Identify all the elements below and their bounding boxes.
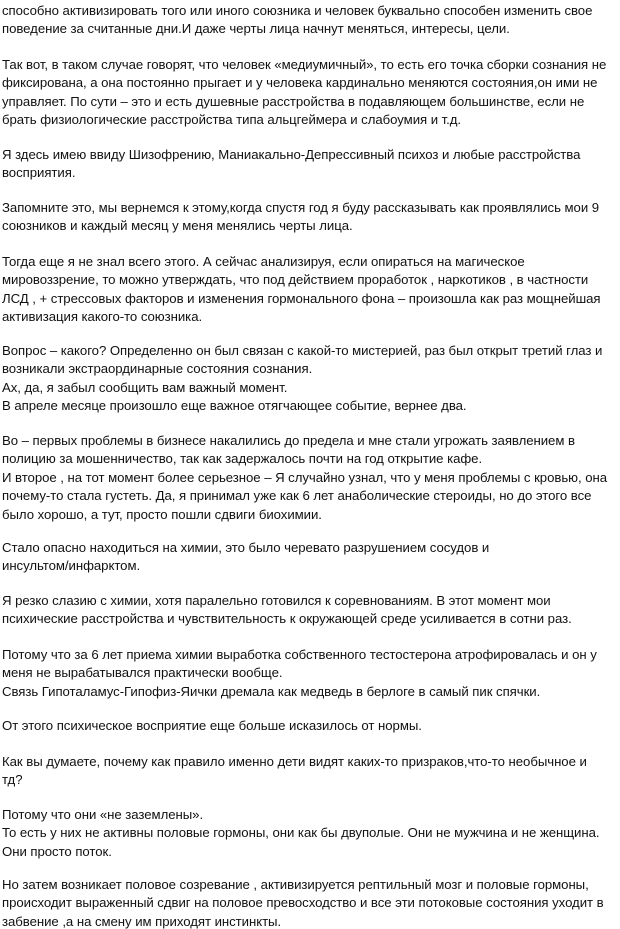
text-line: ЛСД , + стрессовых факторов и изменения гормонального фона – произошла как раз мощнейшая [2, 290, 601, 306]
paragraph [2, 539, 618, 576]
text-line: Но затем возникает половое созревание , активизируется рептильный мозг и половые гормоны, [2, 877, 589, 892]
paragraph [2, 56, 618, 130]
text-line: союзников и каждый месяц у меня менялись черты лица. [2, 218, 353, 234]
text-line: Во – первых проблемы в бизнесе накалились до предела и мне стали угрожать заявлением в [2, 433, 575, 448]
text-line: восприятия. [2, 165, 76, 181]
text-line: То есть у них не активны половые гормоны, они как бы двуполые. Они не мужчина и не женщина. [2, 825, 600, 841]
paragraph [2, 646, 618, 701]
text-line: Запомните это, мы вернемся к этому,когда спустя год я буду рассказывать как проявлялись мои 9 [2, 200, 600, 215]
text-line: было хорошо, а тут, просто пошли сдвиги биохимии. [2, 506, 322, 522]
text-line: активизация какого-то союзника. [2, 309, 203, 325]
text-line: Потому что они «не заземлены». [2, 807, 204, 822]
paragraph [2, 806, 618, 861]
text-line: забвение ,а на смену им приходят инстинкты. [2, 913, 282, 929]
paragraph [2, 876, 618, 929]
text-line: Так вот, в таком случае говорят, что человек «медиумичный», то есть его точка сборки сознания не [2, 57, 607, 72]
paragraph [2, 146, 618, 183]
text-line: Связь Гипоталамус-Гипофиз-Яички дремала как медведь в берлоге в самый пик спячки. [2, 683, 541, 699]
text-line: происходит выраженный сдвиг на половое превосходство и все эти потоковые состояния уходит в [2, 895, 604, 911]
text-line: способно активизировать того или иного союзника и человек буквально способен изменить свое [2, 3, 593, 18]
text-line: полицию за мошенничество, так как задержалось почти на год открытие кафе. [2, 451, 483, 467]
text-line: фиксирована, а она постоянно прыгает и у человека кардинально меняются состояния,он ими не [2, 75, 598, 91]
paragraph [2, 592, 618, 629]
text-line: психические расстройства и чувствительность к окружающей среде усиливается в сотни раз. [2, 611, 572, 627]
text-line: Потому что за 6 лет приема химии выработка собственного тестостерона атрофировалась и он у [2, 647, 597, 662]
text-line: В апреле месяце произошло еще важное отягчающее событие, вернее два. [2, 398, 467, 414]
text-line: Как вы думаете, почему как правило именно дети видят каких-то призраков,что-то необычное и [2, 754, 587, 769]
text-line: брать физиологические расстройства типа альцгеймера и слабоумия и т.д. [2, 112, 462, 128]
text-line: Ах, да, я забыл сообщить вам важный момент. [2, 379, 288, 395]
paragraph [2, 253, 618, 327]
text-line: инсультом/инфарктом. [2, 558, 141, 574]
text-line: меня не вырабатывался практически вообще. [2, 665, 283, 681]
text-line: Я здесь имею ввиду Шизофрению, Маниакально-Депрессивный психоз и любые расстройства [2, 147, 581, 162]
text-line: Я резко слазию с химии, хотя паралельно готовился к соревнованиям. В этот момент мои [2, 593, 551, 608]
paragraph [2, 2, 618, 39]
paragraph [2, 432, 618, 524]
text-line: тд? [2, 772, 23, 788]
text-line: управляет. По сути – это и есть душевные расстройства в подавляющем большинстве, если не [2, 93, 585, 109]
text-line: возникали экстраординарные состояния сознания. [2, 361, 313, 377]
text-line: Вопрос – какого? Определенно он был связан с какой-то мистерией, раз был открыт третий глаз и [2, 343, 603, 358]
text-line: Тогда еще я не знал всего этого. А сейчас анализируя, если опираться на магическое [2, 254, 525, 269]
paragraph [2, 342, 618, 416]
paragraph [2, 717, 618, 735]
text-line: Стало опасно находиться на химии, это было черевато разрушением сосудов и [2, 540, 490, 555]
text-line: Они просто поток. [2, 843, 112, 859]
text-line: И второе , на тот момент более серьезное – Я случайно узнал, что у меня проблемы с кровью, она [2, 469, 608, 485]
text-line: почему-то стала густеть. Да, я принимал уже как 6 лет анаболические стероиды, но до этого все [2, 488, 592, 504]
text-line: мировоззрение, то можно утверждать, что под действием проработок , наркотиков , в частности [2, 272, 589, 288]
text-line: От этого психическое восприятие еще больше исказилось от нормы. [2, 718, 422, 733]
paragraph [2, 199, 618, 236]
paragraph [2, 753, 618, 790]
text-line: поведение за считанные дни.И даже черты лица начнут меняться, интересы, цели. [2, 21, 510, 37]
